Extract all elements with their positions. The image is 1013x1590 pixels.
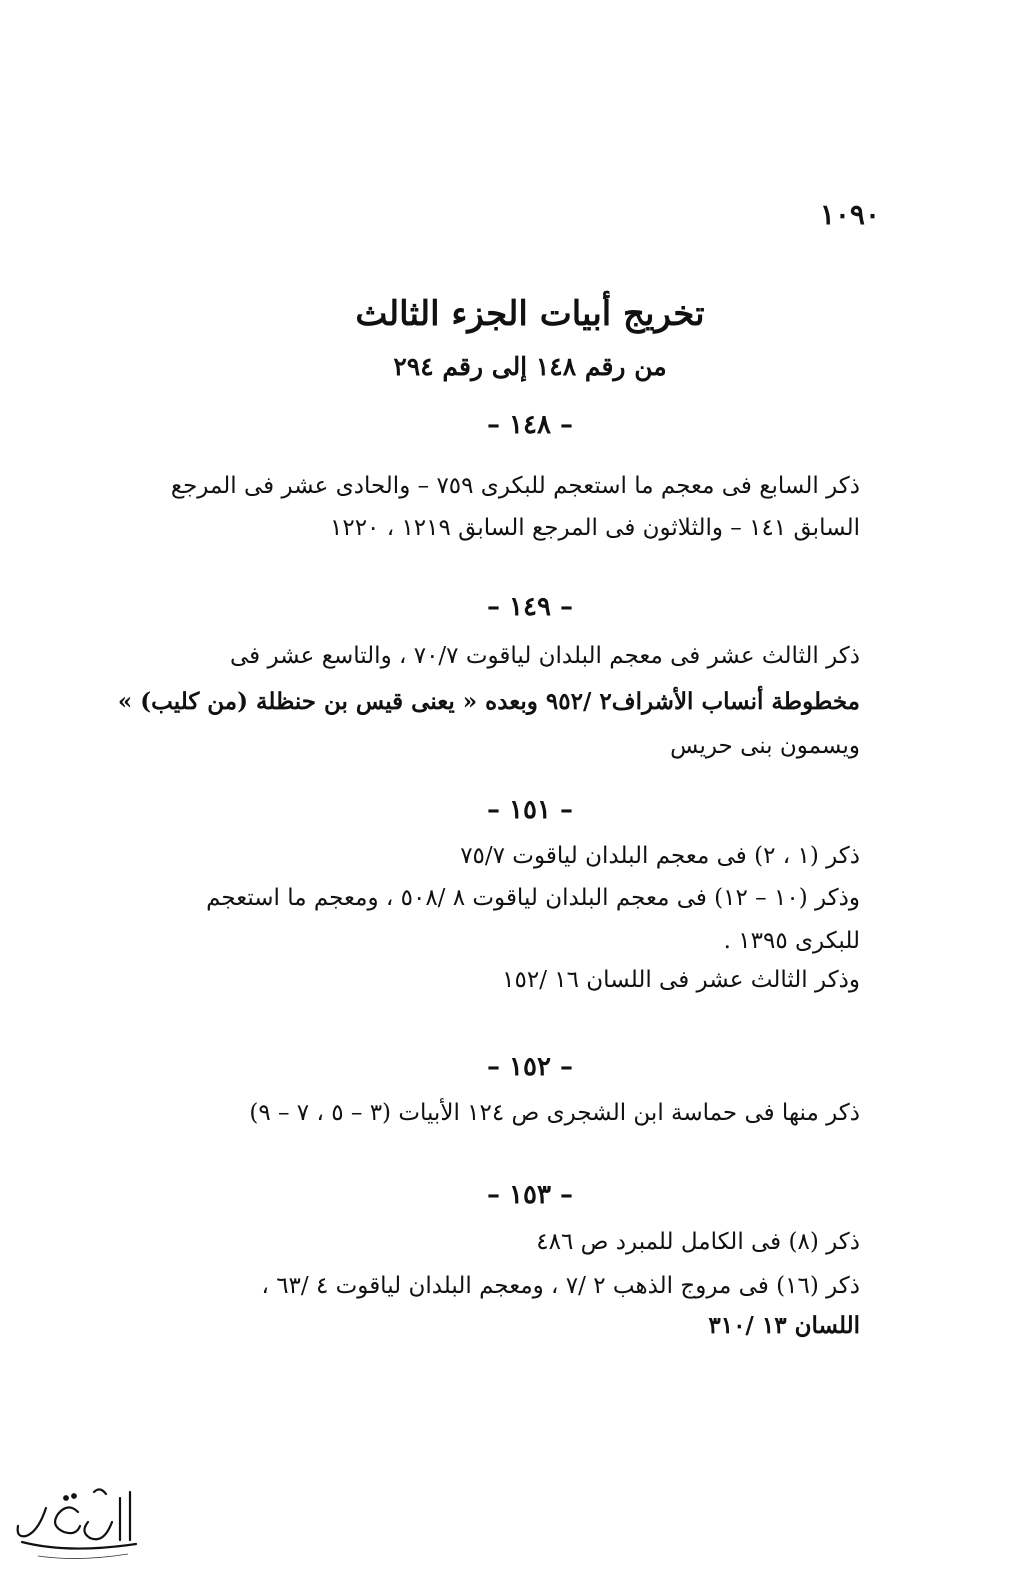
section-149-line-3: ويسمون بنى حريس <box>670 733 860 759</box>
section-151-line-2: وذكر (١٠ – ١٢) فى معجم البلدان لياقوت ٨ /٥٠٨ ، ومعجم ما استعجم <box>206 885 860 911</box>
section-151-line-1: ذكر (١ ، ٢) فى معجم البلدان لياقوت ٧٥/٧ <box>460 843 860 869</box>
page-subtitle: من رقم ١٤٨ إلى رقم ٢٩٤ <box>393 352 667 381</box>
calligraphy-stamp-logo <box>8 1482 143 1564</box>
page-number: ١٠٩٠ <box>819 198 880 231</box>
section-148-line-2: السابق ١٤١ – والثلاثون فى المرجع السابق ١٢١٩ ، ١٢٢٠ <box>329 515 860 541</box>
section-number-149: – ١٤٩ – <box>486 592 574 622</box>
section-number-148: – ١٤٨ – <box>486 410 574 440</box>
section-153-line-3: اللسان ١٣ /٣١٠ <box>708 1312 860 1339</box>
section-number-152: – ١٥٢ – <box>486 1052 574 1082</box>
section-number-153: – ١٥٣ – <box>486 1180 574 1210</box>
section-152-line-1: ذكر منها فى حماسة ابن الشجرى ص ١٢٤ الأبيات (٣ – ٥ ، ٧ – ٩) <box>249 1100 860 1126</box>
section-151-line-3: للبكرى ١٣٩٥ . <box>723 928 860 954</box>
section-148-line-1: ذكر السابع فى معجم ما استعجم للبكرى ٧٥٩ – والحادى عشر فى المرجع <box>170 473 860 499</box>
section-149-line-2: مخطوطة أنساب الأشراف٢ /٩٥٢ وبعده « يعنى قيس بن حنظلة (من كليب) » <box>117 688 860 715</box>
section-153-line-2: ذكر (١٦) فى مروج الذهب ٢ /٧ ، ومعجم البلدان لياقوت ٤ /٦٣ ، <box>261 1273 860 1299</box>
section-149-line-1: ذكر الثالث عشر فى معجم البلدان لياقوت ٧٠/٧ ، والتاسع عشر فى <box>229 643 860 669</box>
section-151-line-4: وذكر الثالث عشر فى اللسان ١٦ /١٥٢ <box>502 967 860 993</box>
section-number-151: – ١٥١ – <box>486 795 574 825</box>
section-153-line-1: ذكر (٨) فى الكامل للمبرد ص ٤٨٦ <box>536 1229 860 1255</box>
page-title: تخريج أبيات الجزء الثالث <box>355 294 705 334</box>
